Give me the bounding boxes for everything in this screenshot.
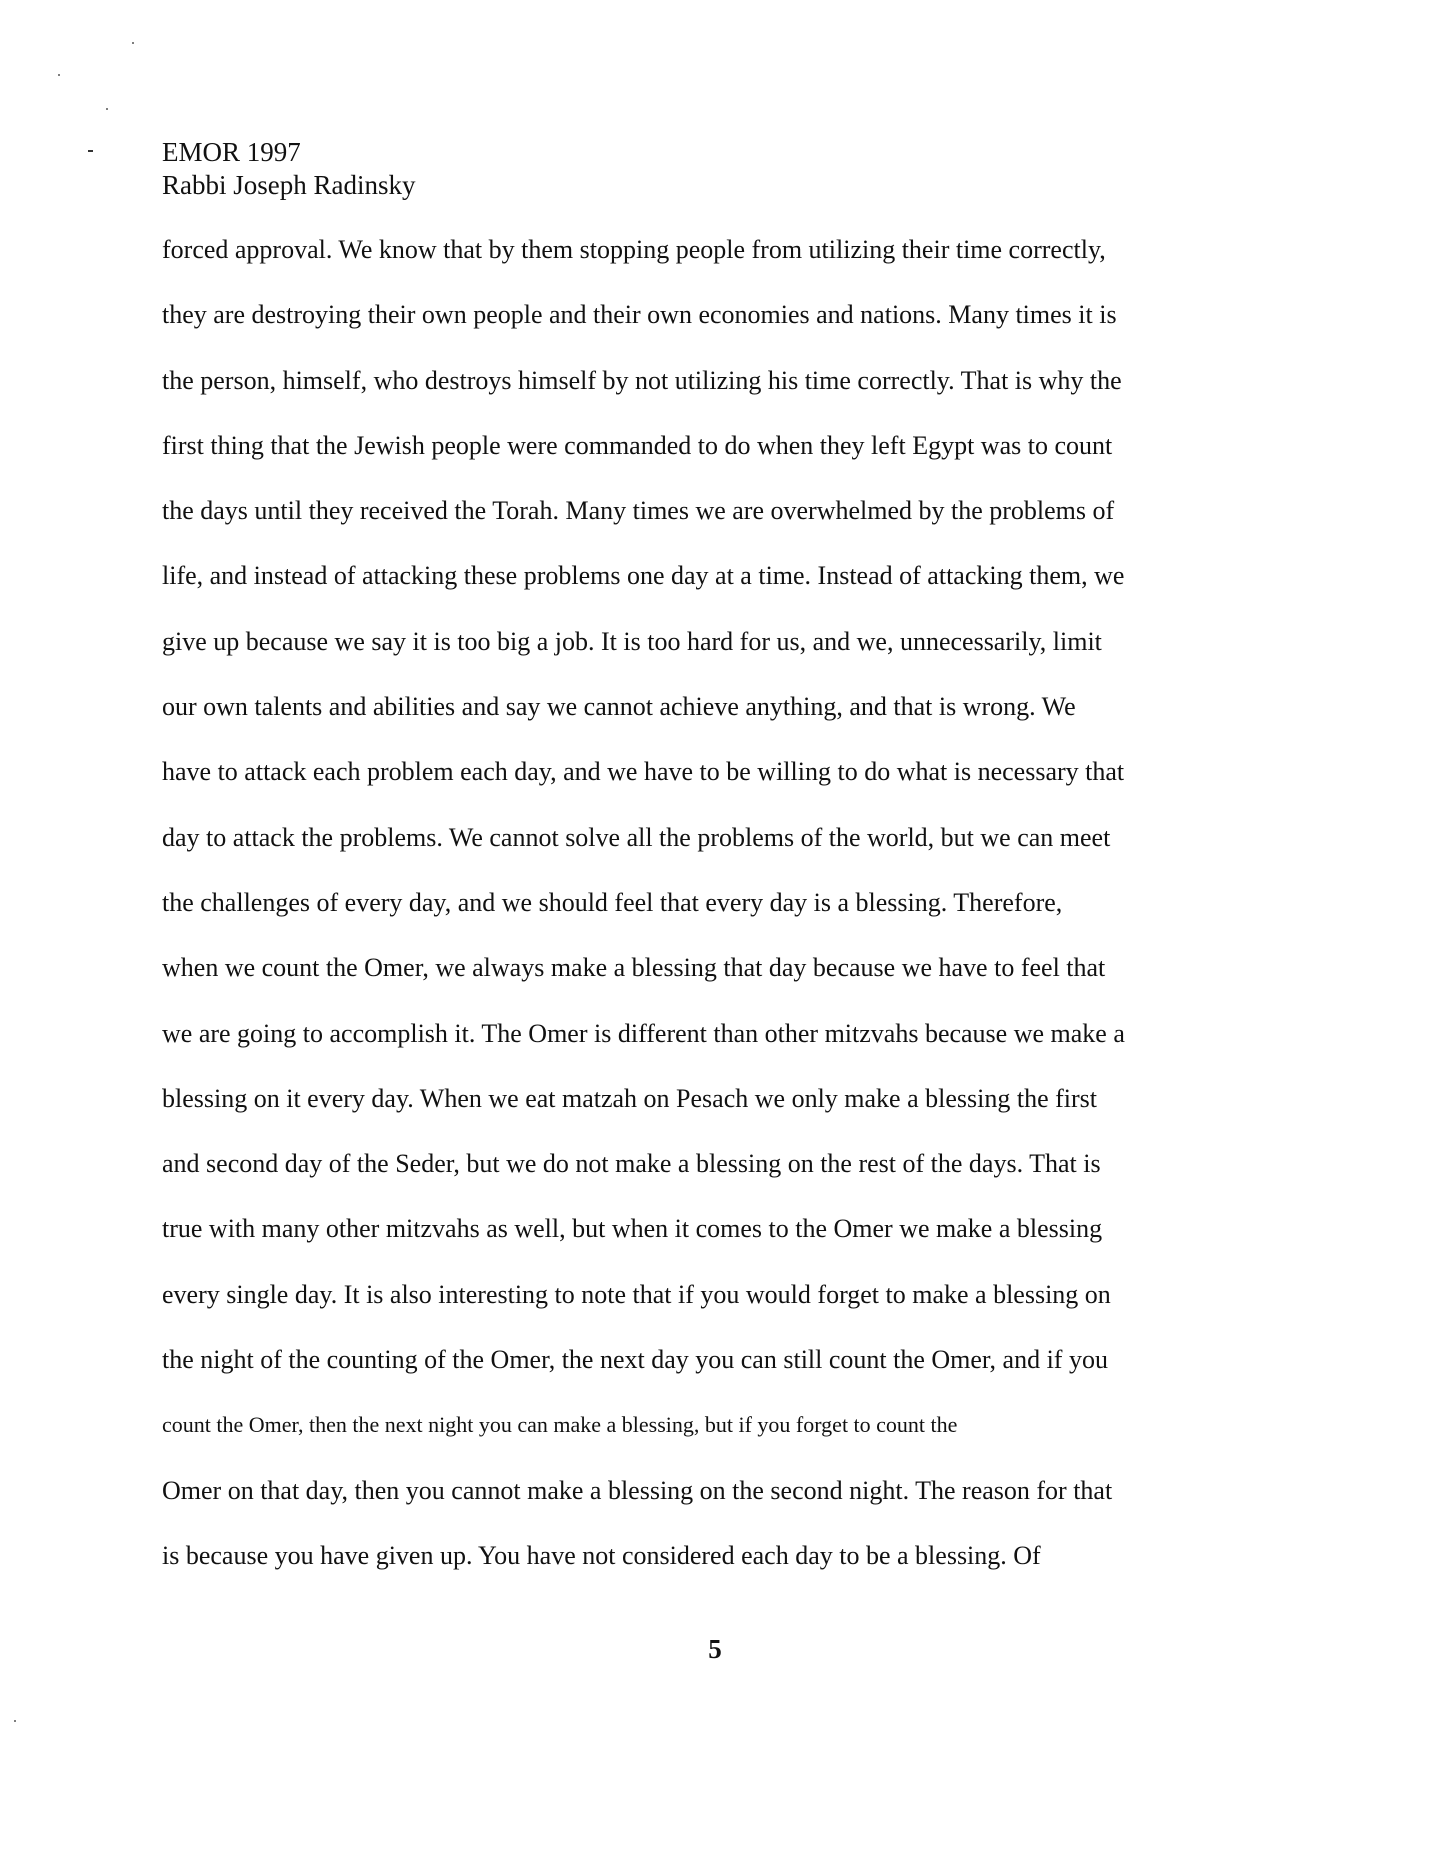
scan-speck (132, 42, 134, 44)
text-line: our own talents and abilities and say we cannot achieve anything, and that is wrong. We (162, 692, 1076, 722)
text-line: day to attack the problems. We cannot solve all the problems of the world, but we can meet (162, 822, 1111, 852)
text-line: first thing that the Jewish people were commanded to do when they left Egypt was to count (162, 430, 1113, 460)
text-line: give up because we say it is too big a job. It is too hard for us, and we, unnecessarily, limit (162, 626, 1102, 656)
page-number: 5 (708, 1634, 722, 1664)
body-text (162, 232, 1282, 1603)
scan-speck (58, 74, 60, 76)
scan-speck (14, 1720, 16, 1722)
document-header (162, 136, 416, 202)
scan-mark (88, 150, 93, 152)
text-line: the days until they received the Torah. Many times we are overwhelmed by the problems of (162, 496, 1115, 526)
text-line: true with many other mitzvahs as well, but when it comes to the Omer we make a blessing (162, 1214, 1103, 1244)
text-line: blessing on it every day. When we eat matzah on Pesach we only make a blessing the first (162, 1083, 1098, 1113)
text-line: and second day of the Seder, but we do not make a blessing on the rest of the days. That is (162, 1149, 1101, 1179)
text-line: the challenges of every day, and we should feel that every day is a blessing. Therefore, (162, 887, 1063, 917)
text-line: forced approval. We know that by them stopping people from utilizing their time correctly, (162, 235, 1106, 264)
text-line: life, and instead of attacking these problems one day at a time. Instead of attacking them, we (162, 561, 1125, 591)
text-line: they are destroying their own people and their own economies and nations. Many times it is (162, 300, 1117, 330)
scan-speck (106, 108, 108, 110)
text-line: is because you have given up. You have not considered each day to be a blessing. Of (162, 1540, 1041, 1570)
text-line: when we count the Omer, we always make a blessing that day because we have to feel that (162, 953, 1106, 983)
text-line: the night of the counting of the Omer, the next day you can still count the Omer, and if you (162, 1345, 1108, 1375)
text-line: the person, himself, who destroys himself by not utilizing his time correctly. That is why the (162, 365, 1122, 395)
text-line: every single day. It is also interesting to note that if you would forget to make a blessing on (162, 1279, 1111, 1309)
document-title: EMOR 1997 (162, 137, 301, 167)
text-line: we are going to accomplish it. The Omer is different than other mitzvahs because we make a (162, 1018, 1125, 1048)
text-line: Omer on that day, then you cannot make a blessing on the second night. The reason for that (162, 1475, 1113, 1505)
text-line: have to attack each problem each day, and we have to be willing to do what is necessary that (162, 757, 1125, 787)
text-line: count the Omer, then the next night you can make a blessing, but if you forget to count the (162, 1412, 958, 1438)
document-author: Rabbi Joseph Radinsky (162, 170, 416, 200)
